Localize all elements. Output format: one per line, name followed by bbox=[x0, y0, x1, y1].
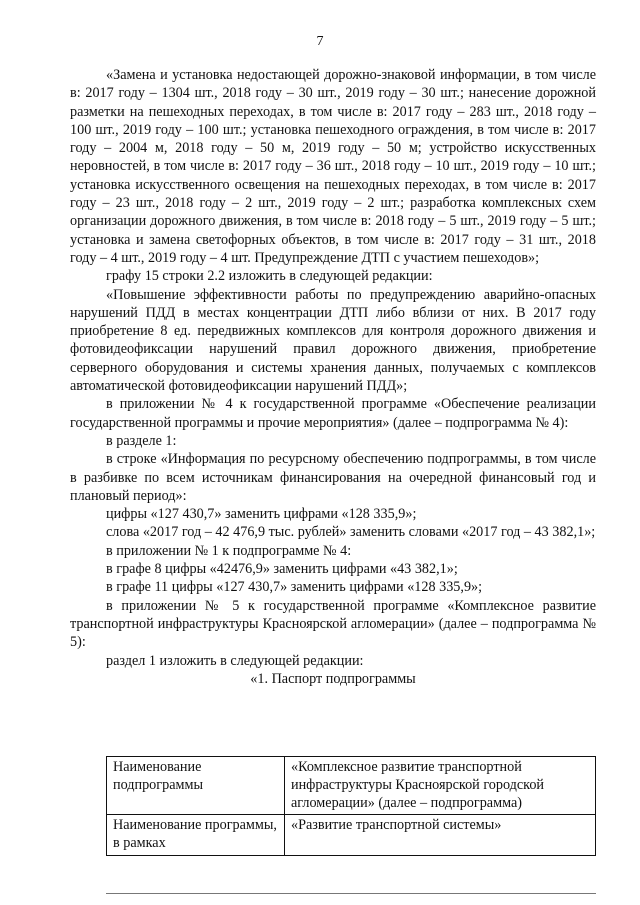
passport-table bbox=[106, 756, 596, 856]
paragraph-efficiency: «Повышение эффективности работы по предупреждению аварийно-опасных нарушений ПДД в местах концентрации ДТП либо вблизи от них. В 2017 году приобретение 8 ед. передвижных комплексов для контроля дорожного движения и фотовидеофиксации нарушений правил дорожного движения, приобретение серверного оборудования и системы хранения данных, получаемых с комплексов автоматической фотовидеофиксации нарушений ПДД»; bbox=[70, 286, 596, 395]
paragraph-column-15: графу 15 строки 2.2 изложить в следующей редакции: bbox=[106, 268, 433, 285]
paragraph-digits-replace: цифры «127 430,7» заменить цифрами «128 335,9»; bbox=[106, 506, 417, 523]
table-cell-label-text: Наименование программы, в рамках bbox=[113, 817, 277, 851]
paragraph-resource-info: в строке «Информация по ресурсному обеспечению подпрограммы, в том числе в разбивке по всем источникам финансирования на очередной финансовый год и плановый период»: bbox=[70, 451, 596, 504]
table-cell-value bbox=[285, 815, 596, 856]
table-cell-label bbox=[107, 815, 285, 856]
page-number: 7 bbox=[316, 34, 324, 49]
paragraph-section-1: в разделе 1: bbox=[106, 432, 177, 449]
paragraph-appendix-1: в приложении № 1 к подпрограмме № 4: bbox=[106, 542, 352, 559]
paragraph-words-replace: слова «2017 год – 42 476,9 тыс. рублей» заменить словами «2017 год – 43 382,1»; bbox=[106, 524, 596, 541]
paragraph-section-1-new: раздел 1 изложить в следующей редакции: bbox=[106, 652, 364, 669]
table-row bbox=[107, 815, 596, 856]
table-cell-value: «Комплексное развитие транспортной инфраструктуры Красноярской городской агломерации» (далее – подпрограмма) bbox=[285, 757, 596, 815]
document-body bbox=[70, 66, 596, 688]
table-cell-value-text: «Развитие транспортной системы» bbox=[291, 817, 502, 833]
paragraph-road-signs: «Замена и установка недостающей дорожно-знаковой информации, в том числе в: 2017 году – 1304 шт., 2018 году – 30 шт., 2019 году – 30 шт.; нанесение дорожной разметки на пешеходных переходах, в том числе в: 2017 году – 283 шт., 2018 году – 100 шт., 2019 году – 100 шт.; установка пешеходного ограждения, в том числе в: 2017 году – 2004 м, 2018 году – 50 м, 2019 году – 50 м; устройство искусственных неровностей, в том числе в: 2017 году – 36 шт., 2018 году – 10 шт., 2019 году – 10 шт.; установка искусственного освещения на пешеходных переходах, в том числе в: 2017 году – 23 шт., 2018 году – 2 шт., 2019 году – 2 шт.; разработка комплексных схем организации дорожного движения, в том числе в: 2018 году – 5 шт., 2019 году – 5 шт.; установка и замена светофорных объектов, в том числе в: 2017 году – 31 шт., 2018 году – 4 шт., 2019 году – 4 шт. Предупреждение ДТП с участием пешеходов»; bbox=[70, 67, 596, 266]
page-bottom-edge bbox=[106, 893, 596, 894]
paragraph-appendix-5: в приложении № 5 к государственной программе «Комплексное развитие транспортной инфраструктуры Красноярской агломерации» (далее – подпрограмма № 5): bbox=[70, 597, 596, 651]
table-cell-label: Наименование подпрограммы bbox=[107, 757, 285, 815]
table-row bbox=[107, 757, 596, 815]
table-caption: «1. Паспорт подпрограммы bbox=[250, 670, 416, 687]
paragraph-column-8: в графе 8 цифры «42476,9» заменить цифрами «43 382,1»; bbox=[106, 561, 458, 578]
paragraph-appendix-4: в приложении № 4 к государственной программе «Обеспечение реализации государственной программы и прочие мероприятия» (далее – подпрограмма № 4): bbox=[70, 396, 596, 431]
paragraph-column-11: в графе 11 цифры «127 430,7» заменить цифрами «128 335,9»; bbox=[106, 579, 483, 596]
